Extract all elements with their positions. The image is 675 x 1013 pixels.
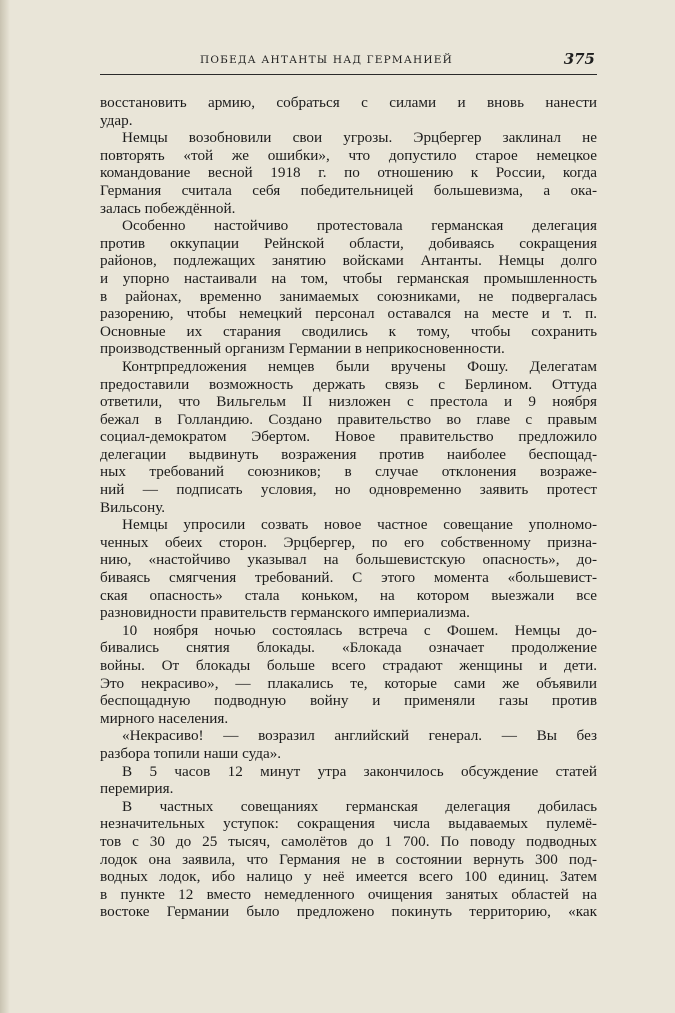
text-line: В частных совещаниях германская делегация добилась [122, 797, 597, 815]
text-line: в пункте 12 вместо немедленного очищения занятых областей на [100, 885, 597, 903]
running-title: ПОБЕДА АНТАНТЫ НАД ГЕРМАНИЕЙ [200, 54, 453, 66]
page-edge-shadow [0, 0, 10, 1013]
text-line: биваясь смягчения требований. С этого момента «большевист- [100, 569, 597, 587]
text-line: предоставили возможность держать связь с Берлином. Оттуда [100, 375, 597, 393]
text-line: Германия считала себя победительницей большевизма, а ока- [100, 181, 597, 199]
text-line: войны. От блокады больше всего страдают женщины и дети. [100, 657, 597, 674]
text-line: Контрпредложения немцев были вручены Фошу. Делегатам [122, 357, 597, 375]
text-line: мирного населения. [100, 709, 229, 727]
text-line: незначительных уступок: сокращения числа выдаваемых пулемё- [100, 815, 597, 833]
text-line: перемирия. [100, 780, 174, 798]
text-line: и упорно настаивали на том, чтобы германская промышленность [100, 269, 597, 287]
text-line: «Некрасиво! — возразил английский генерал. — Вы без [122, 727, 597, 745]
text-line: социал-демократом Эбертом. Новое правительство предложило [100, 428, 597, 446]
text-line: Основные их старания сводились к тому, чтобы сохранить [100, 322, 597, 340]
text-line: 10 ноября ночью состоялась встреча с Фошем. Немцы до- [122, 621, 597, 639]
text-line: беспощадную подводную войну и применяли газы против [100, 692, 597, 710]
text-line: Вильсону. [100, 498, 166, 516]
text-line: лодок она заявила, что Германия не в состоянии вернуть 300 под- [100, 850, 597, 868]
body-text [100, 94, 597, 921]
text-line: ний — подписать условия, но одновременно заявить протест [100, 481, 597, 499]
text-line: ская опасность» стала коньком, на котором выезжали все [100, 586, 597, 604]
text-line: разбора топили наши суда». [100, 744, 282, 762]
running-header [100, 52, 597, 75]
text-line: Немцы возобновили свои угрозы. Эрцбергер заклинал не [122, 129, 597, 147]
text-line: тов с 30 до 25 тысяч, самолётов до 1 700. По поводу подводных [100, 832, 597, 850]
text-line: повторять «той же ошибки», что допустило старое немецкое [100, 146, 597, 164]
text-line: водных лодок, ибо налицо у неё имеется всего 100 единиц. Затем [100, 868, 597, 886]
text-line: ответили, что Вильгельм II низложен с престола и 9 ноября [100, 393, 597, 411]
text-line: нию, «настойчиво указывал на большевистскую опасность», до- [100, 551, 597, 569]
text-line: Особенно настойчиво протестовала германская делегация [122, 217, 597, 235]
text-line: командование весной 1918 г. по отношению к России, когда [100, 164, 597, 182]
text-line: ченных обеих сторон. Эрцбергер, по его собственному призна- [100, 533, 597, 551]
text-line: бивались снятия блокады. «Блокада означает продолжение [100, 639, 597, 657]
text-line: залась побеждённой. [100, 199, 236, 217]
text-line: разорению, чтобы немецкий персонал оставался на месте и т. п. [100, 305, 597, 323]
text-line: Немцы упросили созвать новое частное совещание уполномо- [122, 516, 597, 534]
text-line: востоке Германии было предложено покинуть территорию, «как [100, 903, 597, 921]
text-line: ных требований союзников; в случае отклонения возраже- [100, 463, 597, 481]
text-line: производственный организм Германии в неприкосновенности. [100, 340, 505, 358]
text-line: бежал в Голландию. Создано правительство во главе с правым [100, 410, 597, 428]
text-line: Это некрасиво», — плакались те, которые сами же объявили [100, 674, 597, 692]
text-line: в районах, временно занимаемых союзниками, не подвергалась [100, 287, 597, 305]
text-line: удар. [100, 111, 133, 129]
text-line: разновидности правительств германского империализма. [100, 604, 470, 622]
page-number: 375 [563, 50, 595, 68]
text-line: В 5 часов 12 минут утра закончилось обсуждение статей [122, 762, 597, 780]
text-line: против оккупации Рейнской области, добиваясь сокращения [100, 234, 597, 252]
text-line: восстановить армию, собраться с силами и вновь нанести [100, 94, 597, 111]
text-line: районов, подлежащих занятию войсками Антанты. Немцы долго [100, 252, 597, 270]
text-line: делегации выдвинуть возражения против наиболее беспощад- [100, 445, 597, 463]
